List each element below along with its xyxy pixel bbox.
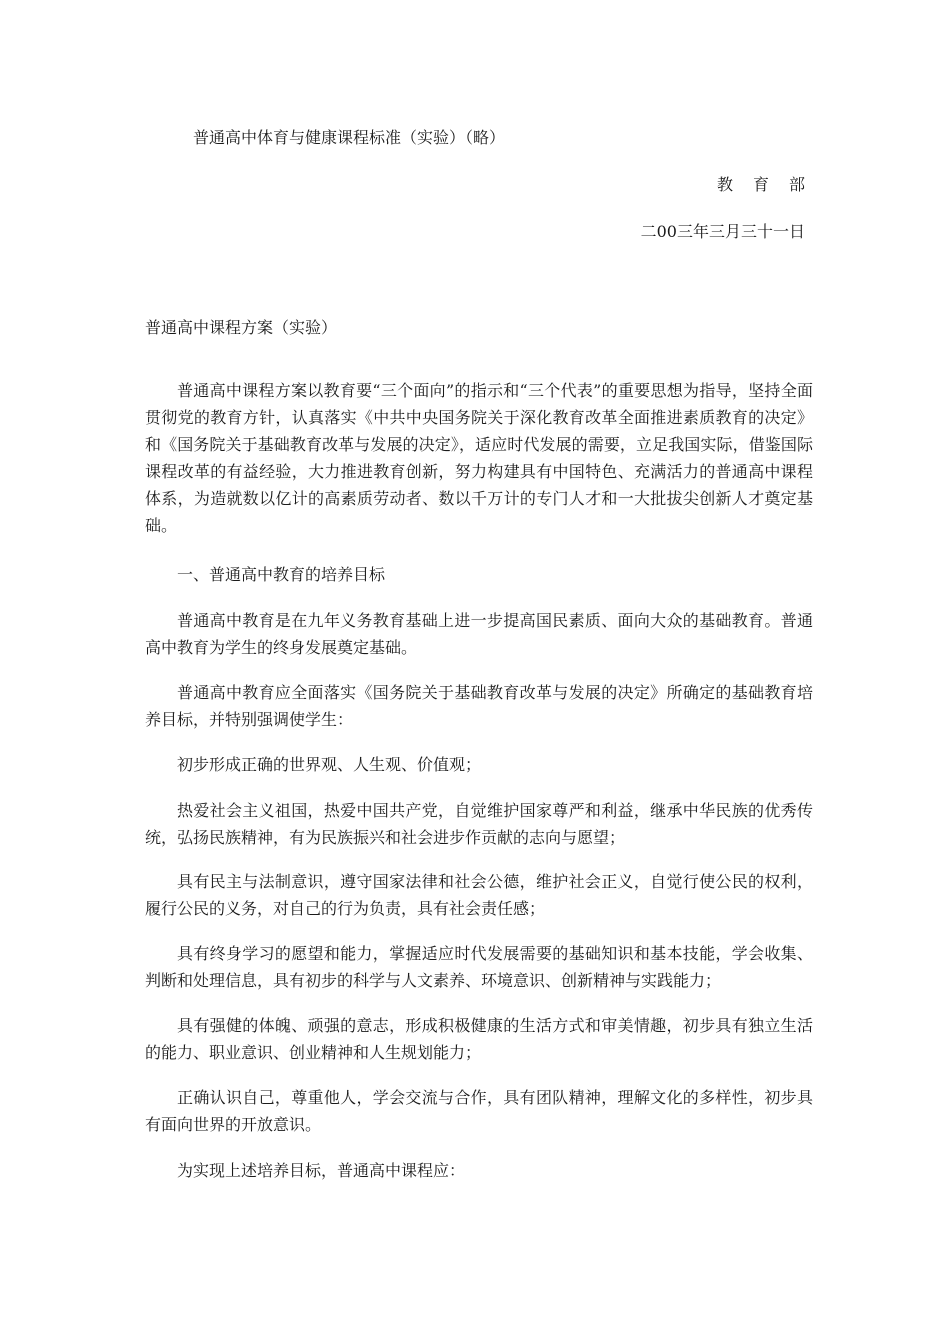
- section-title: 普通高中课程方案（实验）: [145, 318, 338, 337]
- subsection-heading: 一、普通高中教育的培养目标: [177, 565, 386, 584]
- goal-item: 具有民主与法制意识，遵守国家法律和社会公德，维护社会正义，自觉行使公民的权利，履行公民的义务，对自己的行为负责，具有社会责任感；: [145, 872, 813, 918]
- paragraph: 为实现上述培养目标，普通高中课程应：: [177, 1161, 466, 1180]
- paragraph: 普通高中教育是在九年义务教育基础上进一步提高国民素质、面向大众的基础教育。普通高中教育为学生的终身发展奠定基础。: [145, 611, 813, 657]
- heading-line: 普通高中体育与健康课程标准（实验）（略）: [193, 128, 506, 147]
- goal-item: 初步形成正确的世界观、人生观、价值观；: [177, 755, 482, 774]
- intro-paragraph: 普通高中课程方案以教育要“三个面向”的指示和“三个代表”的重要思想为指导，坚持全面贯彻党的教育方针，认真落实《中共中央国务院关于深化教育改革全面推进素质教育的决定》和《国务院关于基础教育改革与发展的决定》，适应时代发展的需要，立足我国实际，借鉴国际课程改革的有益经验，大力推进教育创新，努力构建具有中国特色、充满活力的普通高中课程体系，为造就数以亿计的高素质劳动者、数以千万计的专门人才和一大批拔尖创新人才奠定基础。: [145, 381, 813, 535]
- goal-item: 具有终身学习的愿望和能力，掌握适应时代发展需要的基础知识和基本技能，学会收集、判断和处理信息，具有初步的科学与人文素养、环境意识、创新精神与实践能力；: [145, 944, 813, 990]
- paragraph: 普通高中教育应全面落实《国务院关于基础教育改革与发展的决定》所确定的基础教育培养目标，并特别强调使学生：: [145, 683, 813, 729]
- goal-item: 具有强健的体魄、顽强的意志，形成积极健康的生活方式和审美情趣，初步具有独立生活的能力、职业意识、创业精神和人生规划能力；: [145, 1016, 813, 1062]
- goal-item: 正确认识自己，尊重他人，学会交流与合作，具有团队精神，理解文化的多样性，初步具有面向世界的开放意识。: [145, 1088, 813, 1134]
- issue-date: 二00三年三月三十一日: [640, 222, 805, 241]
- issuer: 教育部: [716, 175, 825, 194]
- goal-item: 热爱社会主义祖国，热爱中国共产党，自觉维护国家尊严和利益，继承中华民族的优秀传统，弘扬民族精神，有为民族振兴和社会进步作贡献的志向与愿望；: [145, 801, 813, 847]
